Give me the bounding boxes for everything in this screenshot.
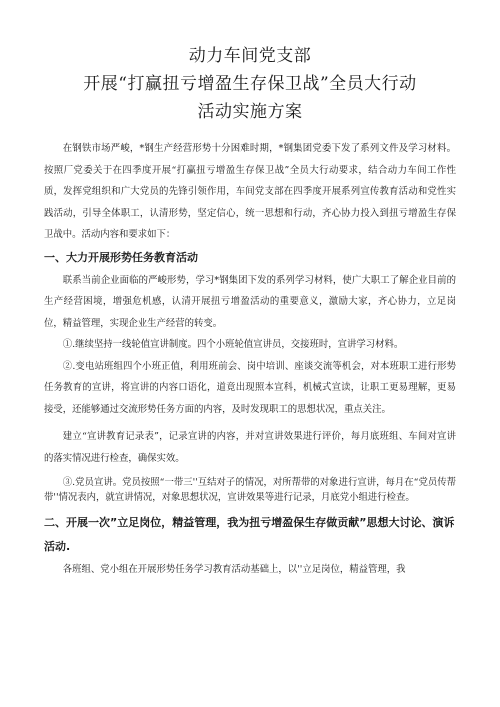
section-2-heading: 二、开展一次”立足岗位，精益管理，我为扭亏增盈保生存做贡献”思想大讨论、演诉活动.	[44, 516, 455, 553]
title-block	[44, 42, 456, 126]
section-1-item-3: ③.党员宣讲。党员按照“一带三''互结对子的情况，对所帮带的对象进行宣讲，每月在“党员传帮带''情况表内，就宣讲情况，对象思想状况，宣讲效果等进行记录，月底党小组进行检查。	[44, 477, 456, 503]
section-1-paragraph-2: 建立“宣讲教育记录表”，记录宣讲的内容，并对宣讲效果进行评价，每月底班组、车间对宣讲的落实情况进行检查，确保实效。	[44, 431, 456, 464]
title-line-1: 动力车间党支部	[188, 46, 312, 66]
section-1-heading: 一、大力开展形势任务教育活动	[44, 250, 198, 264]
section-2-paragraph-1: 各班组、党小组在开展形势任务学习教育活动基础上，以''立足岗位，精益管理，我	[62, 564, 406, 575]
intro-paragraph: 在钢铁市场严峻，*钢生产经营形势十分困难时期，*钢集团党委下发了系列文件及学习材料。按照厂党委关于在四季度开展“打赢扭亏增盈生存保卫战”全员大行动要求，结合动力车间工作性质，发挥党组织和广大党员的先锋引领作用，车间党支部在四季度开展系列宣传教育活动和党性实践活动，引导全体职工，认清形势，坚定信心，统一思想和行动，齐心协力投入到扭亏增盈生存保卫战中。活动内容和要求如下：	[44, 143, 456, 240]
section-1-item-1: ①.继续坚持一线轮值宣讲制度。四个小班轮值宣讲员，交接班时，宣讲学习材料。	[62, 339, 404, 350]
title-line-3: 活动实施方案	[197, 102, 303, 122]
section-1-item-2: ②.变电站班组四个小班正值，利用班前会、岗中培训、座谈交流等机会，对本班职工进行形势任务教育的宣讲，将宣讲的内容口语化，道竟出现照本宣科，机械式宣读，让职工更易理解，更易接受，还能够通过交流形势任务方面的内容，及时发现职工的思想状况，重点关注。	[44, 360, 456, 415]
title-line-2: 开展“打赢扭亏增盈生存保卫战”全员大行动	[83, 74, 417, 94]
section-1-paragraph-1: 联系当前企业面临的严峻形势，学习*钢集团下发的系列学习材料，使广大职工了解企业目前的生产经营困境，增强危机感，认清开展扭亏增盈活动的重要意义，激励大家，齐心协力，立足岗位，精益管理，实现企业生产经营的转变。	[44, 274, 456, 329]
